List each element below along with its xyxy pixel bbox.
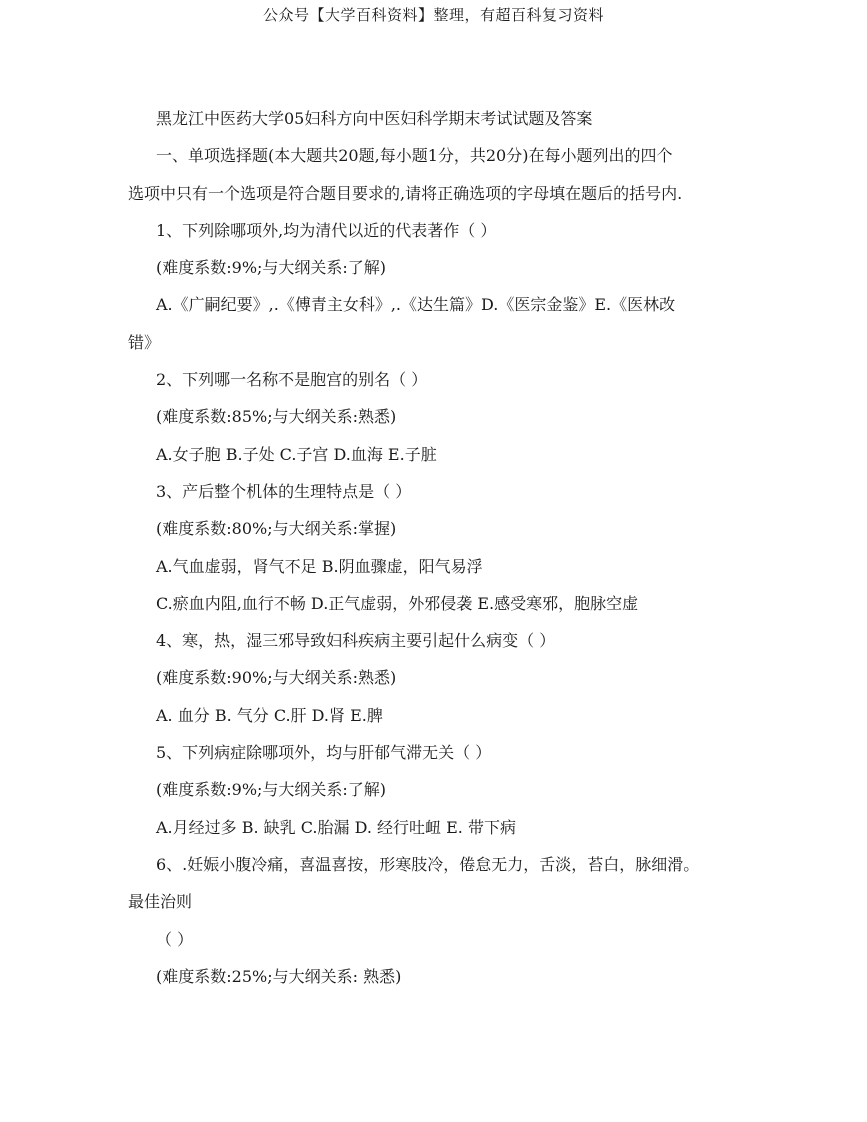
question-5-options: A.月经过多 B. 缺乳 C.胎漏 D. 经行吐衄 E. 带下病 xyxy=(156,817,516,837)
question-3-options: A.气血虚弱，肾气不足 B.阴血骤虚，阳气易浮 xyxy=(156,556,483,576)
question-6-meta: (难度系数:25%;与大纲关系: 熟悉) xyxy=(156,966,402,986)
question-1-stem: 1、下列除哪项外,均为清代以近的代表著作（ ） xyxy=(156,220,497,240)
section-intro-line1: 一、单项选择题(本大题共20题,每小题1分，共20分)在每小题列出的四个 xyxy=(156,146,673,166)
question-3-options-cont: C.瘀血内阻,血行不畅 D.正气虚弱，外邪侵袭 E.感受寒邪，胞脉空虚 xyxy=(156,593,639,613)
question-6-stem: 6、.妊娠小腹冷痛，喜温喜按，形寒肢冷，倦怠无力，舌淡，苔白，脉细滑。 xyxy=(156,854,700,874)
question-4-meta: (难度系数:90%;与大纲关系:熟悉) xyxy=(156,668,397,688)
question-1-options-cont: 错》 xyxy=(128,332,161,352)
question-3-stem: 3、产后整个机体的生理特点是（ ） xyxy=(156,481,412,501)
question-5-meta: (难度系数:9%;与大纲关系:了解) xyxy=(156,780,387,800)
question-6-stem-cont: 最佳治则 xyxy=(128,892,193,912)
question-2-stem: 2、下列哪一名称不是胞宫的别名（ ） xyxy=(156,370,428,390)
question-4-stem: 4、寒，热，湿三邪导致妇科疾病主要引起什么病变（ ） xyxy=(156,631,556,651)
doc-title: 黑龙江中医药大学05妇科方向中医妇科学期末考试试题及答案 xyxy=(156,109,593,128)
question-1-options: A.《广嗣纪要》,.《傅青主女科》,.《达生篇》D.《医宗金鉴》E.《医林改 xyxy=(156,295,676,315)
question-4-options: A. 血分 B. 气分 C.肝 D.肾 E.脾 xyxy=(156,705,383,725)
question-2-options: A.女子胞 B.子处 C.子宫 D.血海 E.子脏 xyxy=(156,444,437,464)
question-6-blank: （ ） xyxy=(156,929,194,949)
page-header: 公众号【大学百科资料】整理，有超百科复习资料 xyxy=(262,6,604,24)
document-body xyxy=(128,100,728,995)
question-5-stem: 5、下列病症除哪项外，均与肝郁气滞无关（ ） xyxy=(156,743,492,763)
question-2-meta: (难度系数:85%;与大纲关系:熟悉) xyxy=(156,407,397,427)
question-1-meta: (难度系数:9%;与大纲关系:了解) xyxy=(156,258,387,278)
question-3-meta: (难度系数:80%;与大纲关系:掌握) xyxy=(156,519,397,539)
section-intro-line2: 选项中只有一个选项是符合题目要求的,请将正确选项的字母填在题后的括号内. xyxy=(128,183,683,203)
